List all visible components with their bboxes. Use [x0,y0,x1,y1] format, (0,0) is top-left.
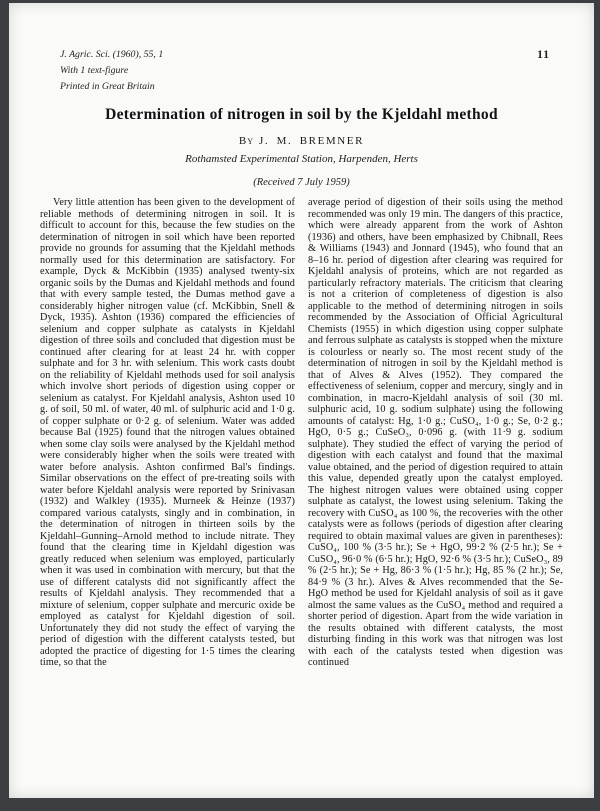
figure-note: With 1 text-figure [60,65,129,76]
author-name: J. M. BREMNER [259,135,365,147]
article-title: Determination of nitrogen in soil by the Kjeldahl method [105,106,498,123]
two-column-body [40,197,563,669]
affiliation: Rothamsted Experimental Station, Harpenden, Herts [185,153,418,165]
page-number: 11 [537,49,550,61]
right-column: average period of digestion of their soils using the method recommended was only 19 min. The dangers of this practice, which were already apparent from the work of Ashton (1936) and others, have been emphasized by Chibnall, Rees & Williams (1943) and Jonnard (1945), who found that an 8–16 hr. period of digestion after clearing was required for Kjeldahl analysis of proteins, which are not regarded as particularly refractory materials. The criticism that clearing is not a criterion of completeness of digestion is also applicable to the method of determining nitrogen in soils recommended by the Association of Official Agricultural Chemists (1955) in which digestion using copper sulphate and ferrous sulphate as catalysts is stopped when the mixture is colourless or nearly so. The most recent study of the determination of nitrogen in soil by the Kjeldahl method is that of Alves & Alves (1952). They compared the effectiveness of selenium, copper and mercury, singly and in combination, in macro-Kjeldahl analysis of soil (30 ml. sulphuric acid, 10 g. sodium sulphate) using the following amounts of catalyst: Hg, 1·0 g.; CuSO₄, 1·0 g.; Se, 0·2 g.; HgO, 0·5 g.; CuSeO₃, 0·096 g. (with 11·9 g. sodium sulphate). They studied the effect of varying the period of digestion with each catalyst and found that the maximal value obtained, and the period of digestion required to attain this value, depended greatly upon the catalyst employed. The highest nitrogen values were obtained using copper sulphate as catalyst, the lowest using selenium. Taking the recovery with CuSO₄ as 100 %, the recoveries with the other catalysts were as follows (periods of digestion after clearing required to obtain maximal values are given in parentheses): CuSO₄, 100 % (3·5 hr.); Se + HgO, 99·2 % (2·5 hr.); Se + CuSO₄, 96·0 % (6·5 hr.); HgO, 92·6 % (3·5 hr.); CuSeO₃, 89 % (2·5 hr.); Se + Hg, 86·3 % (1·5 hr.); Hg, 85 % (2 hr.); Se, 84·9 % (3 hr.). Alves & Alves recommended that the Se-HgO method be used for Kjeldahl analysis of soil as it gave almost the same values as the CuSO₄ method and required a shorter period of digestion. Apart from the wide variation in the results obtained with different catalysts, the most disturbing finding in this work was that nitrogen was lost with each of the catalysts tested when digestion was continued [308,197,563,668]
received-date: (Received 7 July 1959) [253,177,350,188]
byline-prefix: By [238,135,255,147]
journal-page [9,3,594,798]
header-meta [60,47,163,95]
printed-note: Printed in Great Britain [60,81,155,92]
left-column: Very little attention has been given to the development of reliable methods of determining nitrogen in soil. It is difficult to account for this, because the few studies on the determination of nitrogen in soil which have been reported provide no grounds for assuming that the Kjeldahl methods normally used for this determination are satisfactory. For example, Dyck & McKibbin (1935) analysed twenty-six organic soils by the Dumas and Kjeldahl methods and found that with every sample tested, the Dumas method gave a considerably higher nitrogen value (cf. McKibbin, Snell & Dyck, 1935). Ashton (1936) compared the efficiencies of selenium and copper sulphate as catalysts in Kjeldahl digestion of three soils and concluded that digestion must be continued after clearing for at least 24 hr. with copper sulphate and for 3 hr. with selenium. This work casts doubt on the reliability of Kjeldahl methods used for soil analysis which involve short periods of digestion using copper or selenium as catalyst. For Kjeldahl analysis, Ashton used 10 g. of soil, 50 ml. of water, 40 ml. of sulphuric acid and 1·0 g. of copper sulphate or 0·2 g. of selenium. Water was added because Bal (1925) found that the nitrogen values obtained when some clay soils were analysed by the Kjeldahl method were considerably higher when the soils were treated with water before analysis. Ashton confirmed Bal's findings. Similar observations on the effect of pre-treating soils with water before Kjeldahl analysis were reported by Srinivasan (1932) and Walkley (1935). Murneek & Heinze (1937) compared various catalysts, singly and in combination, in the determination of nitrogen in thirteen soils by the Kjeldahl–Gunning–Arnold method to include nitrate. They found that the clearing time in Kjeldahl digestion was greatly reduced when selenium was employed, particularly when it was used in combination with mercury, but that the use of different catalysts did not significantly affect the results of Kjeldahl analysis. They recommended that a mixture of selenium, copper sulphate and mercuric oxide be employed as catalyst for Kjeldahl digestion of soil. Unfortunately they did not study the effect of varying the period of digestion with the different catalysts tested, but adopted the practice of digesting for 1·5 times the clearing time, so that the [40,197,295,668]
byline [9,135,594,147]
journal-reference: J. Agric. Sci. (1960), 55, 1 [60,49,164,60]
